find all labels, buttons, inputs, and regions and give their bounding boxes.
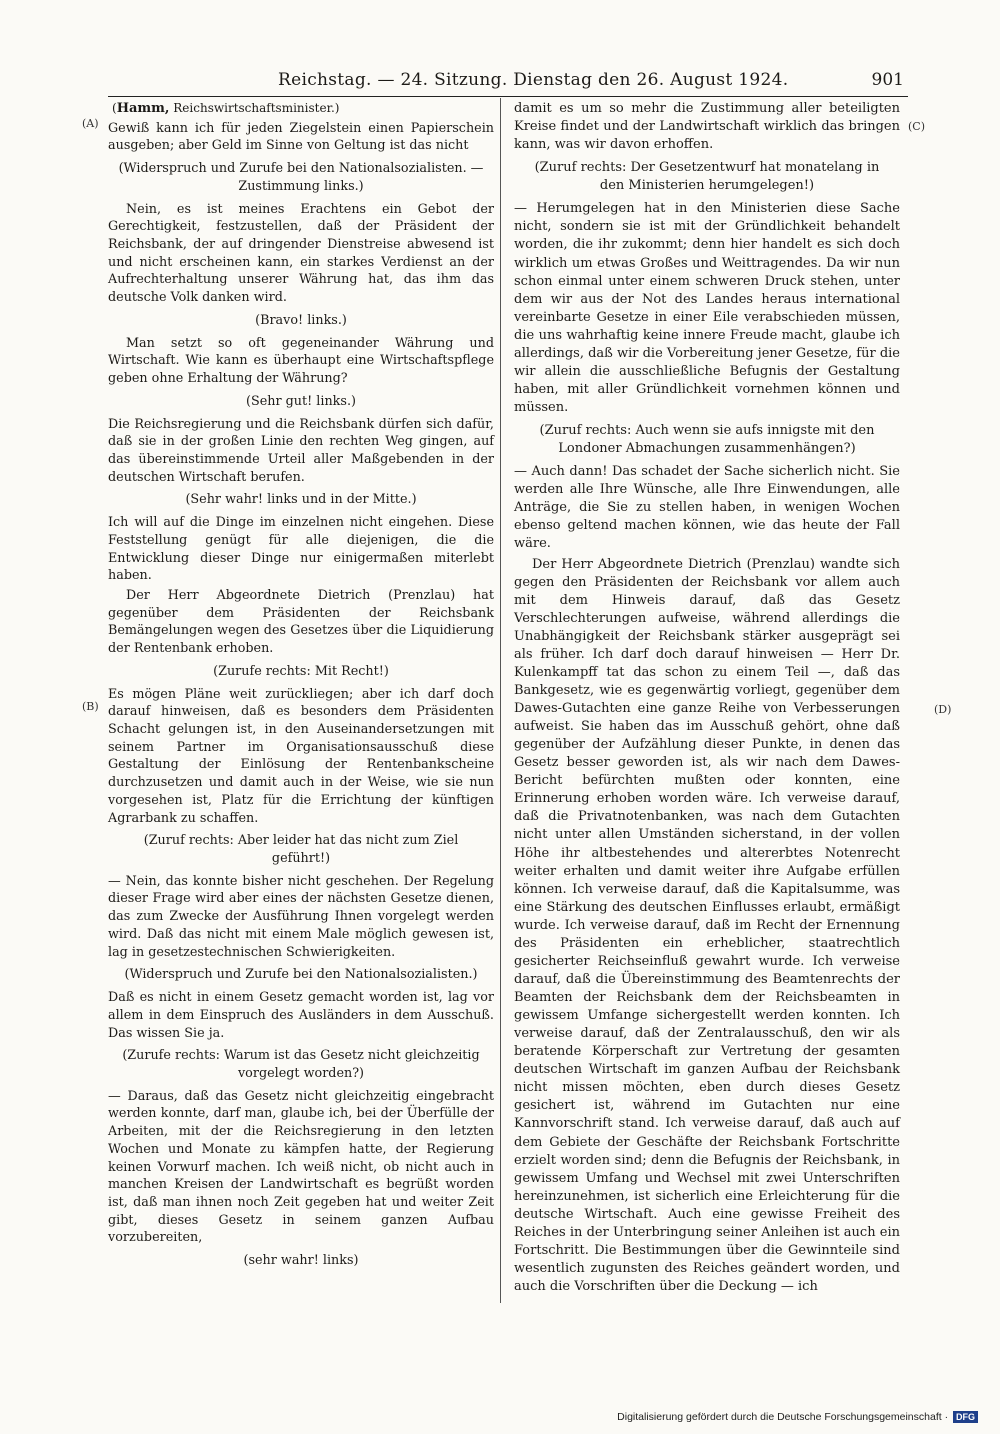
interjection: (sehr wahr! links)	[243, 1253, 359, 1269]
interjection: (Sehr wahr! links und in der Mitte.)	[185, 492, 417, 508]
footer-credit	[617, 1411, 978, 1423]
paragraph: Man setzt so oft gegeneinander Währung und Wirtschaft. Wie kann es überhaupt eine Wirtschaftspflege geben ohne Erhaltung der Währung?	[108, 335, 494, 387]
paragraph: — Herumgelegen hat in den Ministerien diese Sache nicht, sondern sie ist mit der Gründlichkeit behandelt worden, die ihr zukommt; denn hier handelt es sich doch wirklich um etwas Großes und Weittragendes. Da wir nun schon einmal unter einem schweren Druck stehen, unter dem wir aus der Not des Landes heraus international vereinbarte Gesetze in einer Eile verabschieden müssen, die uns wahrhaftig keine innere Freude macht, glaube ich allerdings, daß wir die Vorbereitung jener Gesetze, für die wir allein die ausschließliche Befugnis der Gestaltung haben, mit aller Gründlichkeit vornehmen können und müssen.	[514, 201, 900, 415]
margin-marker-d: (D)	[934, 703, 952, 716]
interjection: (Zurufe rechts: Mit Recht!)	[213, 663, 389, 679]
interjection: (Sehr gut! links.)	[246, 393, 356, 409]
paragraph: Es mögen Pläne weit zurückliegen; aber ich darf doch darauf hinweisen, daß es besonders dem Präsidenten Schacht gelungen ist, in den Auseinandersetzungen mit seinem Partner im Organisationsausschuß diese Gestaltung der Einlösung der Rentenbankscheine durchzusetzen und damit auch in der Weise, wie sie nun vorgesehen ist, Platz für die Errichtung der künftigen Agrarbank zu schaffen.	[108, 686, 494, 826]
right-column	[514, 100, 900, 1298]
dfg-logo: DFG	[953, 1411, 978, 1423]
running-title: Reichstag. — 24. Sitzung. Dienstag den 26. August 1924.	[278, 70, 789, 90]
paragraph: damit es um so mehr die Zustimmung aller beteiligten Kreise findet und der Landwirtschaft wirklich das bringen kann, was wir davon erhoffen.	[514, 101, 900, 153]
paragraph: Gewiß kann ich für jeden Ziegelstein einen Papierschein ausgeben; aber Geld im Sinne von Geltung ist das nicht	[108, 120, 494, 154]
interjection: (Zurufe rechts: Warum ist das Gesetz nicht gleichzeitig vorgelegt worden?)	[122, 1048, 480, 1081]
paragraph: — Nein, das konnte bisher nicht geschehen. Der Regelung dieser Frage wird aber eines der nächsten Gesetze dienen, das zum Zwecke der Ausführung Ihnen vorgelegt werden wird. Daß das nicht mit einem Male möglich gewesen ist, lag in gesetzestechnischen Schwierigkeiten.	[108, 873, 494, 960]
margin-marker-a: (A)	[82, 117, 99, 130]
page-header	[108, 70, 908, 97]
speaker-name: Hamm,	[116, 101, 170, 116]
interjection: (Zuruf rechts: Aber leider hat das nicht zum Ziel geführt!)	[143, 833, 459, 867]
paragraph: Ich will auf die Dinge im einzelnen nicht eingehen. Diese Feststellung genügt für alle diejenigen, die die Entwicklung dieser Dinge nur einigermaßen miterlebt haben.	[108, 515, 494, 584]
interjection: (Widerspruch und Zurufe bei den Nationalsozialisten.)	[124, 967, 478, 983]
paragraph: Nein, es ist meines Erachtens ein Gebot der Gerechtigkeit, festzustellen, daß der Präsident der Reichsbank, der auf dringender Dienstreise abwesend ist und nicht erscheinen kann, ein starkes Verdienst an der Aufrechterhaltung unserer Währung hat, das ihm das deutsche Volk danken wird.	[108, 201, 494, 306]
paragraph: Der Herr Abgeordnete Dietrich (Prenzlau) hat gegenüber dem Präsidenten der Reichsbank Bemängelungen wegen des Gesetzes über die Liquidierung der Rentenbank erhoben.	[108, 587, 494, 657]
paragraph: Die Reichsregierung und die Reichsbank dürfen sich dafür, daß sie in der großen Linie den rechten Weg gingen, auf das übereinstimmende Urteil aller Maßgebenden in der deutschen Wirtschaft berufen.	[108, 416, 494, 485]
paragraph: Der Herr Abgeordnete Dietrich (Prenzlau) wandte sich gegen den Präsidenten der Reichsbank vor allem auch mit dem Hinweis darauf, daß das Gesetz Verschlechterungen aufweise, während allerdings die Unabhängigkeit der Reichsbank stärker ausgeprägt sei als früher. Ich darf doch darauf hinweisen — Herr Dr. Kulenkampff tat das schon zu einem Teil —, daß das Bankgesetz, wie es gegenwärtig vorliegt, gegenüber dem Dawes-Gutachten eine ganze Reihe von Verbesserungen aufweist. Sie haben das im Ausschuß gehört, ohne daß gegenüber der Aufzählung dieser Punkte, in denen das Gesetz besser geworden ist, als wir nach dem Dawes-Bericht befürchten mußten oder konnten, eine Erinnerung erhoben worden wäre. Ich verweise darauf, daß die Privatnotenbanken, was nach dem Gutachten nicht unter allen Umständen sicherstand, in der vollen Höhe ihr altbestehendes und altererbtes Notenrecht weiter erhalten und damit weiter ihre Aufgabe erfüllen können. Ich verweise darauf, daß die Kapitalsumme, was eine Stärkung des deutschen Einflusses erlaubt, ermäßigt wurde. Ich verweise darauf, daß im Recht der Ernennung des Präsidenten ein erheblicher, staatrechtlich gesicherter Reichseinfluß gewahrt wurde. Ich verweise darauf, daß die Übereinstimmung des Beamtenrechts der Beamten der Reichsbank dem der Reichsbeamten in gewissem Umfange sichergestellt werden konnten. Ich verweise darauf, daß der Zentralausschuß, den wir als beratende Körperschaft zur Vertretung der gesamten deutschen Wirtschaft im ganzen Aufbau der Reichsbank nicht missen möchten, eben durch dieses Gesetz gesichert ist, während im Gutachten nur eine Kannvorschrift stand. Ich verweise darauf, daß auch auf dem Gebiete der Geschäfte der Reichsbank Fortschritte erzielt worden sind; denn die Befugnis der Reichsbank, in gewissem Umfang und Wechsel mit zwei Unterschriften hereinzunehmen, ist sicherlich eine Erleichterung für die deutsche Wirtschaft. Auch eine gewisse Freiheit des Reiches in der Unterbringung seiner Anleihen ist auch ein Fortschritt. Die Bestimmungen über die Gewinnteile sind wesentlich zugunsten des Reiches geändert worden, und auch die Vorschriften über die Deckung — ich	[514, 556, 900, 1294]
speaker-tag: (Hamm, Reichswirtschaftsminister.)	[112, 101, 340, 116]
interjection: (Widerspruch und Zurufe bei den Nationalsozialisten. — Zustimmung links.)	[118, 161, 484, 194]
paragraph: Daß es nicht in einem Gesetz gemacht worden ist, lag vor allem in dem Einspruch des Ausländers in dem Ausschuß. Das wissen Sie ja.	[108, 990, 494, 1041]
paragraph: — Daraus, daß das Gesetz nicht gleichzeitig eingebracht werden konnte, darf man, glaube ich, bei der Überfülle der Arbeiten, mit der die Reichsregierung in den letzten Wochen und Monate zu kämpfen hatte, der Regierung keinen Vorwurf machen. Ich weiß nicht, ob nicht auch in manchen Kreisen der Landwirtschaft es begrüßt worden ist, daß man ihnen noch Zeit gegeben hat und weiter Zeit gibt, dieses Gesetz in seinem ganzen Aufbau vorzubereiten,	[108, 1088, 494, 1246]
page-number: 901	[871, 70, 904, 90]
interjection: (Bravo! links.)	[255, 312, 347, 328]
left-column	[108, 100, 494, 1275]
speaker-role: Reichswirtschaftsminister.	[173, 101, 335, 115]
interjection: (Zuruf rechts: Auch wenn sie aufs innigste mit den Londoner Abmachungen zusammenhängen?)	[539, 423, 875, 457]
margin-marker-b: (B)	[82, 700, 99, 713]
margin-marker-c: (C)	[908, 120, 925, 133]
interjection: (Zuruf rechts: Der Gesetzentwurf hat monatelang in den Ministerien herumgelegen!)	[534, 160, 880, 194]
paragraph: — Auch dann! Das schadet der Sache sicherlich nicht. Sie werden alle Ihre Wünsche, alle Ihre Einwendungen, alle Anträge, die Sie zu stellen haben, in wenigen Wochen ebenso geltend machen können, wie das heute der Fall wäre.	[514, 464, 900, 552]
footer-text: Digitalisierung gefördert durch die Deutsche Forschungsgemeinschaft ·	[617, 1411, 949, 1423]
column-divider	[500, 98, 501, 1303]
